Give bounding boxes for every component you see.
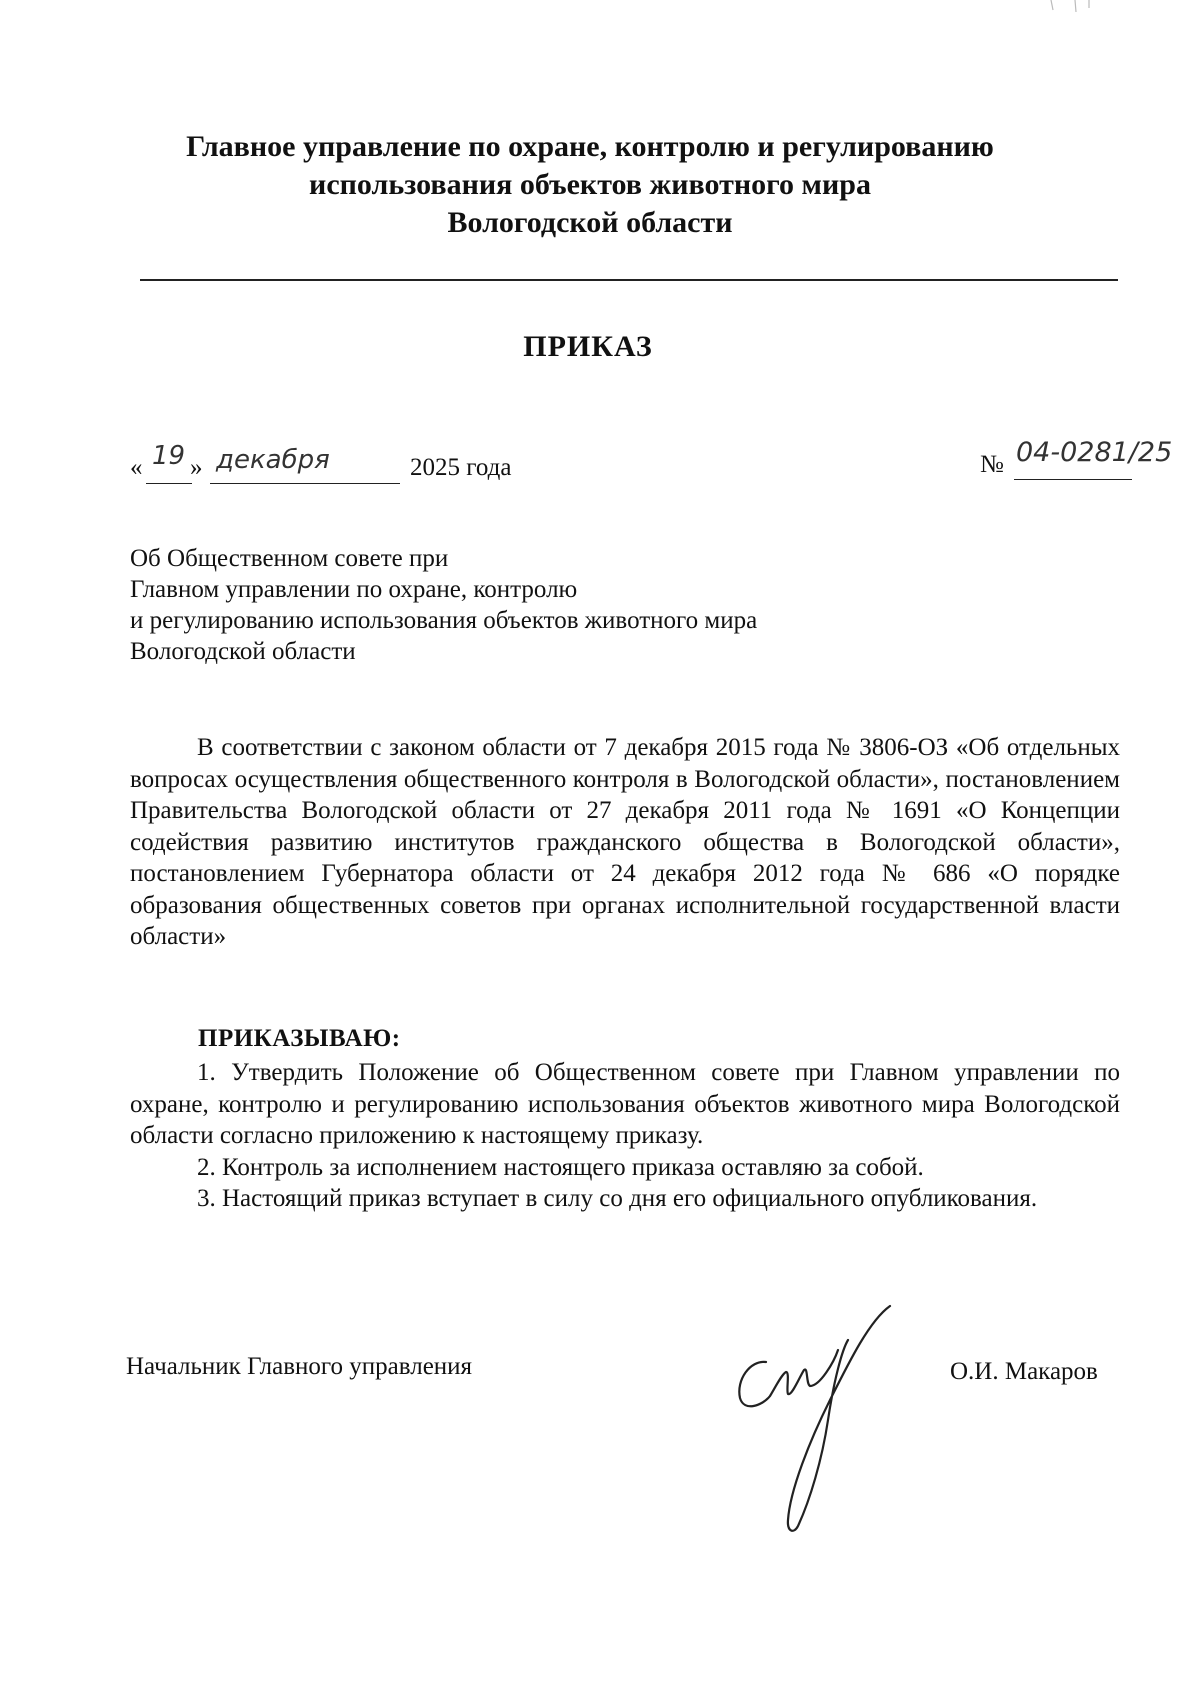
- document-type-title: ПРИКАЗ: [523, 330, 653, 363]
- signer-title: Начальник Главного управления: [126, 1353, 473, 1380]
- order-number: [980, 437, 1200, 487]
- order-date: [130, 441, 550, 489]
- subject-line: и регулированию использования объектов животного мира: [130, 607, 758, 634]
- handwritten-signature: [730, 1300, 930, 1540]
- number-handwritten: 04-0281/25: [1016, 437, 1173, 468]
- order-keyword: ПРИКАЗЫВАЮ:: [198, 1025, 401, 1052]
- subject-line: Вологодской области: [130, 638, 356, 665]
- signer-name: О.И. Макаров: [950, 1358, 1098, 1385]
- header-divider: [140, 279, 1118, 281]
- date-open-quote: «: [130, 454, 143, 481]
- preamble-paragraph: В соответствии с законом области от 7 декабря 2015 года № 3806-ОЗ «Об отдельных вопросах осуществления общественного контроля в Вологодской области», постановлением Правительства Вологодской области от 27 декабря 2011 года № 1691 «О Концепции содействия развитию институтов гражданского общества в Вологодской области», постановлением Губернатора области от 24 декабря 2012 года № 686 «О порядке образования общественных советов при органах исполнительной государственной власти области»: [130, 734, 1120, 950]
- number-sign: №: [980, 451, 1004, 478]
- subject-line: Об Общественном совете при: [130, 545, 449, 572]
- subject-line: Главном управлении по охране, контролю: [130, 576, 578, 603]
- date-month-underline: [210, 483, 400, 484]
- order-item: 1. Утвердить Положение об Общественном совете при Главном управлении по охране, контролю и регулированию использования объектов животного мира Вологодской области согласно приложению к настоящему приказу.: [130, 1059, 1120, 1149]
- order-item: 2. Контроль за исполнением настоящего приказа оставляю за собой.: [197, 1153, 924, 1181]
- date-close-quote: »: [190, 454, 203, 481]
- org-header-line: Вологодской области: [447, 206, 733, 239]
- date-day-handwritten: 19: [152, 441, 186, 471]
- scan-edge-mark: [1045, 0, 1105, 14]
- signature-block: [0, 1300, 1200, 1540]
- date-day-underline: [146, 483, 192, 484]
- date-year: 2025 года: [410, 454, 512, 481]
- org-header-line: Главное управление по охране, контролю и регулированию: [186, 130, 994, 163]
- order-subject: [130, 543, 890, 667]
- organization-header: [0, 128, 1180, 242]
- number-underline: [1014, 479, 1132, 480]
- org-header-line: использования объектов животного мира: [309, 168, 871, 201]
- order-items: [130, 1057, 1120, 1215]
- date-month-handwritten: декабря: [216, 445, 330, 475]
- order-item: 3. Настоящий приказ вступает в силу со дня его официального опубликования.: [197, 1185, 1038, 1212]
